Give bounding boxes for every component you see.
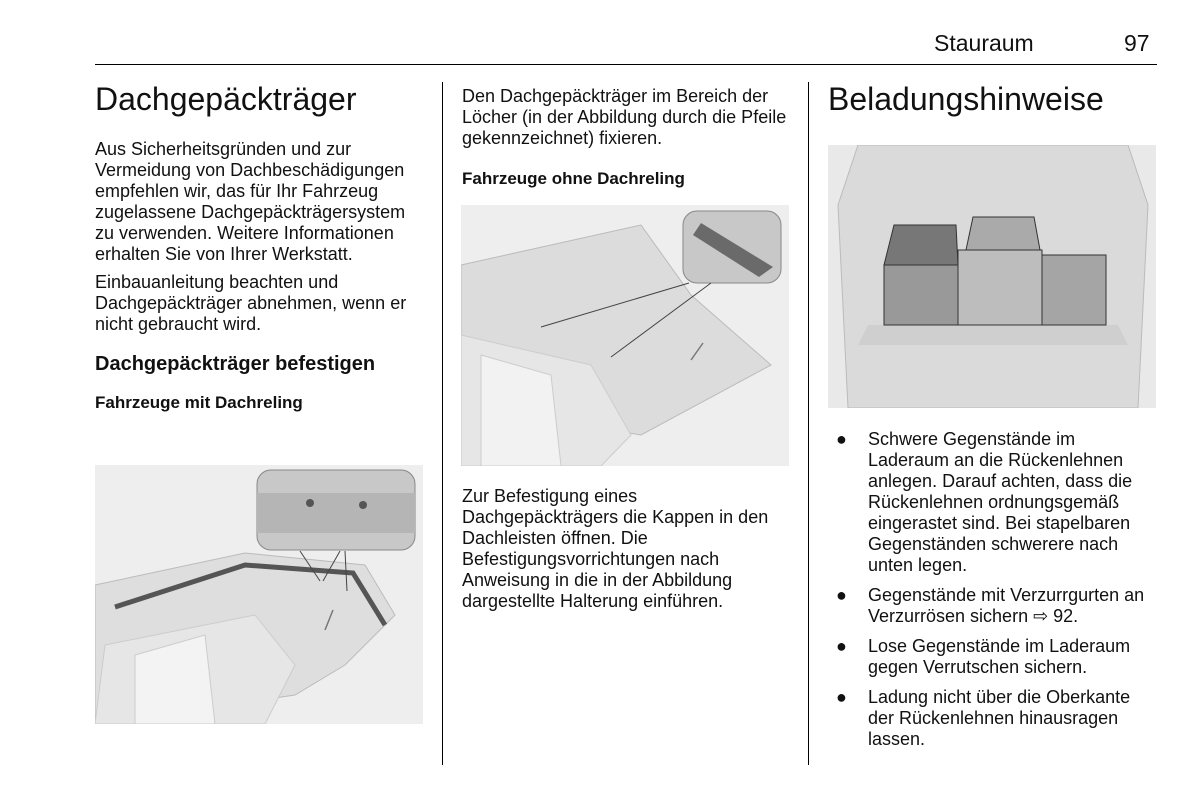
figure-cargo-area: [828, 145, 1156, 408]
list-item: ● Lose Gegenstände im Laderaum gegen Verrutschen sichern.: [836, 636, 1131, 677]
section-heading-loading: Beladungshinweise: [828, 81, 1104, 117]
intro-paragraph: Aus Sicherheitsgründen und zur Vermeidung von Dachbeschädigungen empfehlen wir, das für Ihr Fahrzeug zugelassene Dachgepäckträgersystem zu verwenden. Weitere Informationen erhalten Sie von Ihrer Werkstatt.: [95, 139, 406, 265]
right-column: [828, 82, 1158, 117]
loading-instructions: [830, 429, 1160, 759]
header-rule: [95, 64, 1157, 65]
subsection-heading-attach: Dachgepäckträger befestigen: [95, 353, 376, 376]
bullet-icon: ●: [836, 585, 847, 605]
figure-roof-without-rails: [461, 205, 789, 466]
list-item: ● Gegenstände mit Verzurrgurten an Verzurrösen sichern ⇨ 92.: [836, 585, 1145, 626]
instruction-paragraph: Einbauanleitung beachten und Dachgepäckträger abnehmen, wenn er nicht gebraucht wird.: [95, 272, 407, 335]
middle-column: [462, 86, 792, 189]
mounting-paragraph: Zur Befestigung eines Dachgepäckträgers die Kappen in den Dachleisten öffnen. Die Befestigungsvorrichtungen nach Anweisung in die in der Abbildung dargestellte Halterung einführen.: [462, 486, 769, 611]
section-title: Stauraum: [934, 30, 1034, 56]
subheading-with-rails: Fahrzeuge mit Dachreling: [95, 393, 303, 413]
middle-column-lower: [462, 486, 792, 612]
list-item: ● Ladung nicht über die Oberkante der Rückenlehnen hinausragen lassen.: [836, 687, 1131, 749]
left-column: [95, 82, 425, 413]
bullet-icon: ●: [836, 429, 847, 449]
section-heading-roof-rack: Dachgepäckträger: [95, 81, 357, 117]
list-item: ● Schwere Gegenstände im Laderaum an die Rückenlehnen anlegen. Darauf achten, dass die Rückenlehnen ordnungsgemäß eingerastet sind. Bei stapelbaren Gegenständen schwerere nach unten legen.: [836, 429, 1133, 575]
fixing-paragraph: Den Dachgepäckträger im Bereich der Löcher (in der Abbildung durch die Pfeile gekennzeichnet) fixieren.: [462, 86, 787, 148]
subheading-without-rails: Fahrzeuge ohne Dachreling: [462, 169, 685, 188]
page-number: 97: [1124, 30, 1150, 56]
figure-roof-with-rails: [95, 465, 423, 724]
bullet-icon: ●: [836, 687, 847, 707]
bullet-icon: ●: [836, 636, 847, 656]
column-divider-left: [442, 82, 443, 765]
bullet-list: [830, 429, 1160, 750]
column-divider-right: [808, 82, 809, 765]
